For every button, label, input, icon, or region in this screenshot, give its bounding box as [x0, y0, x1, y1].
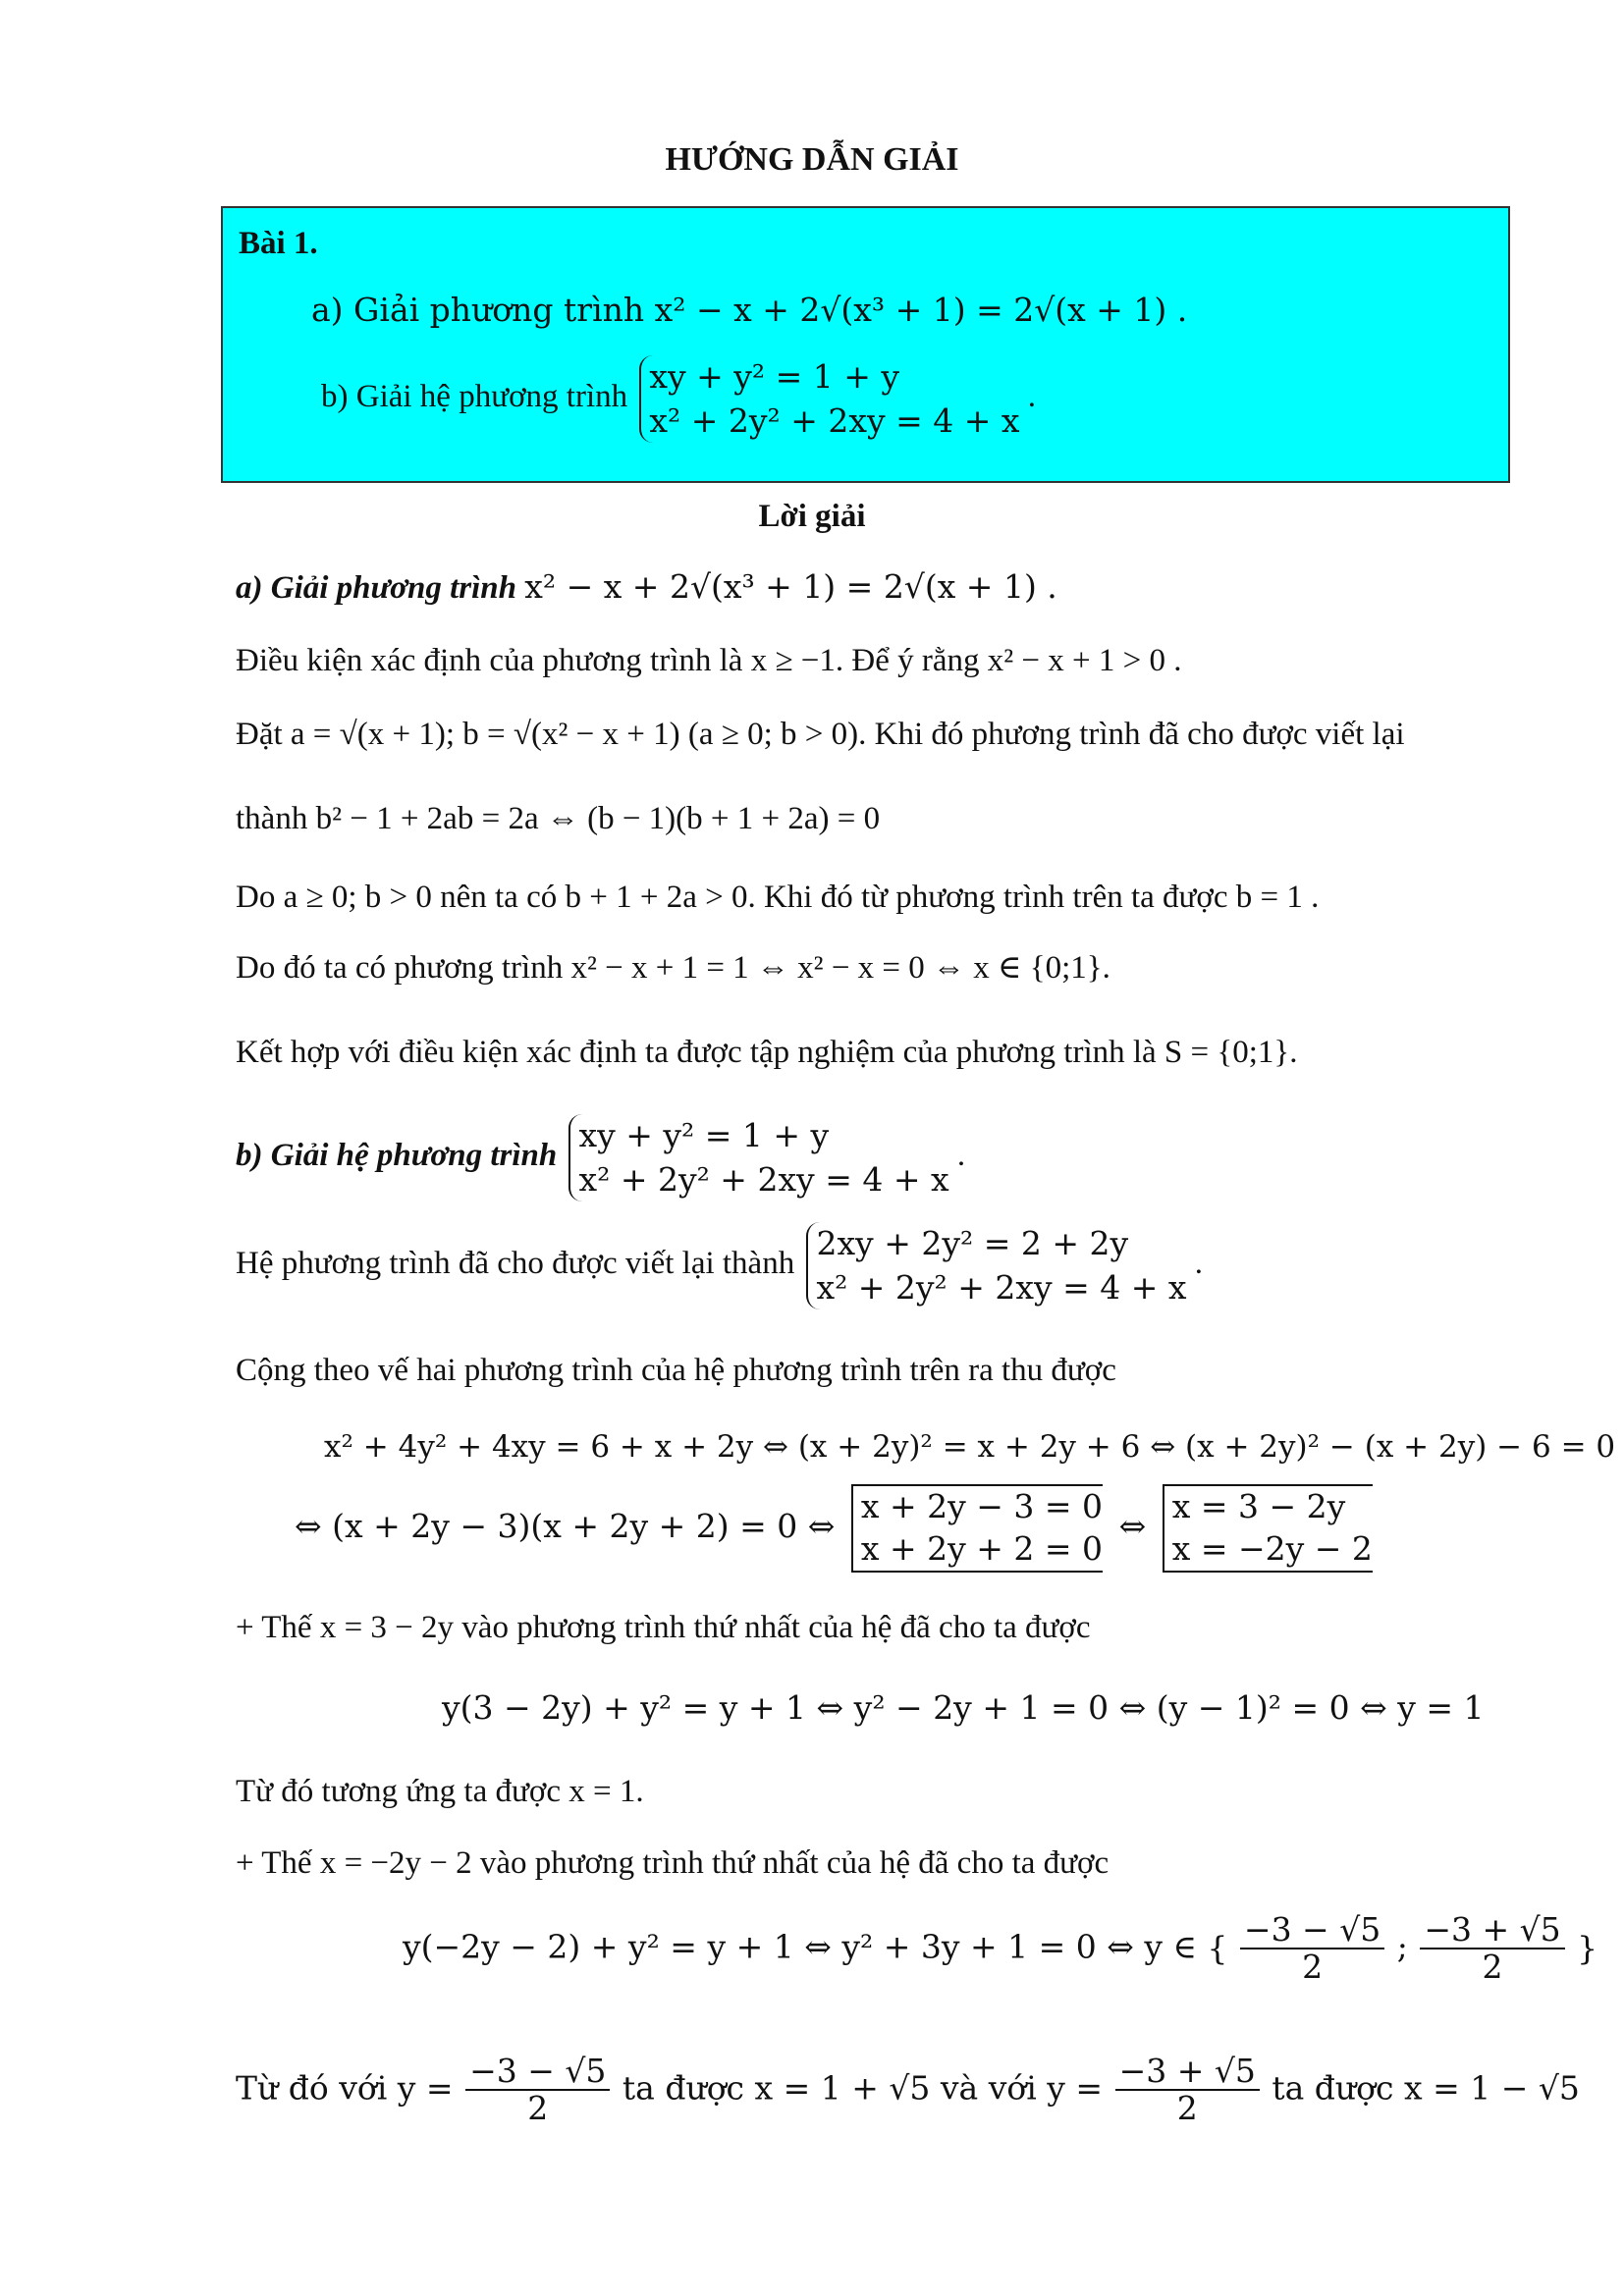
sub2-frac-1 — [1240, 1912, 1384, 1986]
sub2-set-sep: ; — [1396, 1927, 1408, 1966]
problem-part-b — [321, 355, 1036, 443]
problem-part-b-intro: b) Giải hệ phương trình — [321, 379, 628, 415]
solution-b-heading-text: b) Giải hệ phương trình — [236, 1138, 558, 1174]
solution-heading: Lời giải — [758, 499, 866, 534]
solution-b-rewrite-intro: Hệ phương trình đã cho được viết lại thành — [236, 1246, 795, 1282]
solution-b-res1: x = 3 − 2y — [1171, 1487, 1346, 1525]
solution-b-sum-eq: x² + 4y² + 4xy = 6 + x + 2y ⇔ (x + 2y)² = x + 2y + 6 ⇔ (x + 2y)² − (x + 2y) − 6 = 0 — [324, 1429, 1616, 1465]
solution-a-heading-eq: x² − x + 2√(x³ + 1) = 2√(x + 1) . — [524, 567, 1057, 606]
solution-b-res2: x = −2y − 2 — [1171, 1528, 1373, 1568]
final-text-1: Từ đó với y = — [236, 2068, 454, 2108]
final-frac-1-num: −3 − √5 — [465, 2054, 610, 2091]
sub2-eq — [403, 1912, 1597, 1986]
final-line — [236, 2054, 1580, 2127]
sub2-set-open: { — [1207, 1929, 1228, 1968]
solution-b-rewrite — [236, 1222, 1203, 1309]
sub2-intro: + Thế x = −2y − 2 vào phương trình thứ nhất của hệ đã cho ta được — [236, 1845, 1110, 1881]
problem-box — [221, 206, 1510, 483]
sub2-eq-left: y(−2y − 2) + y² = y + 1 ⇔ y² + 3y + 1 = 0 ⇔ y ∈ — [403, 1927, 1197, 1966]
solution-b-eq2: x² + 2y² + 2xy = 4 + x — [578, 1159, 949, 1199]
solution-b-factor — [295, 1484, 1379, 1573]
solution-b-case1: x + 2y − 3 = 0 — [860, 1487, 1104, 1525]
solution-b-heading-end: . — [956, 1138, 966, 1174]
solution-b-results — [1163, 1484, 1373, 1573]
final-frac-2 — [1115, 2054, 1260, 2127]
solution-a-heading — [236, 569, 1057, 606]
solution-a-line-6: Kết hợp với điều kiện xác định ta được tập nghiệm của phương trình là S = {0;1}. — [236, 1035, 1298, 1070]
solution-a-heading-text: a) Giải phương trình — [236, 570, 516, 606]
solution-b-rewrite-end: . — [1194, 1246, 1204, 1282]
solution-b-equiv: ⇔ — [1118, 1506, 1147, 1545]
problem-system-eq2: x² + 2y² + 2xy = 4 + x — [649, 400, 1020, 440]
solution-a-line-5: Do đó ta có phương trình x² − x + 1 = 1 ⇔ x² − x = 0 ⇔ x ∈ {0;1}. — [236, 950, 1110, 986]
solution-a-line-2: Đặt a = √(x + 1); b = √(x² − x + 1) (a ≥ 0; b > 0). Khi đó phương trình đã cho được viết lại — [236, 717, 1405, 752]
solution-b-rewrite-eq2: x² + 2y² + 2xy = 4 + x — [816, 1267, 1187, 1307]
solution-b-system — [568, 1114, 948, 1201]
sub2-frac-1-num: −3 − √5 — [1240, 1912, 1384, 1949]
solution-b-rewrite-eq1: 2xy + 2y² = 2 + 2y — [816, 1224, 1129, 1262]
problem-system-eq1: xy + y² = 1 + y — [649, 357, 900, 396]
solution-b-case2: x + 2y + 2 = 0 — [860, 1528, 1104, 1568]
sub1-result: Từ đó tương ứng ta được x = 1. — [236, 1774, 644, 1809]
final-text-2: ta được x = 1 + √5 và với y = — [622, 2068, 1104, 2108]
final-frac-2-num: −3 + √5 — [1115, 2054, 1260, 2091]
solution-b-rewrite-system — [806, 1222, 1186, 1309]
problem-system-brace — [639, 355, 1019, 443]
problem-part-a: a) Giải phương trình x² − x + 2√(x³ + 1) = 2√(x + 1) . — [311, 291, 1188, 329]
sub1-intro: + Thế x = 3 − 2y vào phương trình thứ nhất của hệ đã cho ta được — [236, 1610, 1091, 1645]
final-frac-1-den: 2 — [527, 2089, 549, 2128]
solution-b-heading — [236, 1114, 965, 1201]
solution-a-line-4: Do a ≥ 0; b > 0 nên ta có b + 1 + 2a > 0. Khi đó từ phương trình trên ta được b = 1 . — [236, 880, 1320, 915]
sub2-set-close: } — [1577, 1929, 1598, 1968]
final-frac-2-den: 2 — [1176, 2089, 1198, 2128]
sub2-frac-2-num: −3 + √5 — [1420, 1912, 1564, 1949]
solution-b-sum-intro: Cộng theo vế hai phương trình của hệ phương trình trên ra thu được — [236, 1353, 1116, 1388]
solution-a-line-1: Điều kiện xác định của phương trình là x ≥ −1. Để ý rằng x² − x + 1 > 0 . — [236, 643, 1182, 678]
problem-part-b-end: . — [1027, 379, 1036, 415]
sub2-frac-1-den: 2 — [1302, 1948, 1324, 1987]
sub2-frac-2 — [1420, 1912, 1564, 1986]
solution-b-factor-left: ⇔ (x + 2y − 3)(x + 2y + 2) = 0 ⇔ — [295, 1506, 836, 1545]
solution-b-eq1: xy + y² = 1 + y — [578, 1116, 830, 1154]
final-text-3: ta được x = 1 − √5 — [1272, 2068, 1580, 2108]
sub1-eq: y(3 − 2y) + y² = y + 1 ⇔ y² − 2y + 1 = 0 ⇔ (y − 1)² = 0 ⇔ y = 1 — [442, 1688, 1485, 1727]
solution-b-cases — [851, 1484, 1103, 1573]
sub2-frac-2-den: 2 — [1482, 1948, 1503, 1987]
solution-a-line-3: thành b² − 1 + 2ab = 2a ⇔ (b − 1)(b + 1 + 2a) = 0 — [236, 801, 881, 836]
problem-label: Bài 1. — [239, 226, 318, 261]
page-title: HƯỚNG DẪN GIẢI — [665, 141, 959, 178]
final-frac-1 — [465, 2054, 610, 2127]
